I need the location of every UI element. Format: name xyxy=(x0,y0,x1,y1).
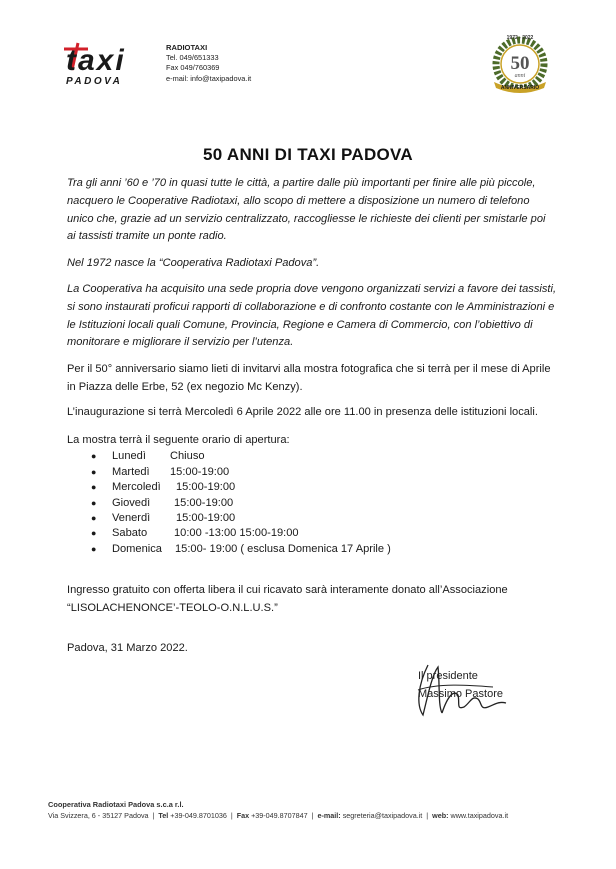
schedule-hours: 15:00- 19:00 ( esclusa Domenica 17 Aprile ) xyxy=(175,542,391,555)
schedule-day: Martedì xyxy=(112,465,150,478)
anniversary-badge xyxy=(484,28,556,100)
footer-email-label: e-mail: xyxy=(317,810,341,820)
paragraph-donation: Ingresso gratuito con offerta libera il cui ricavato sarà interamente donato all’Associazione “LISOLACHENONCE’-TEOLO-O.N.L.U.S.” xyxy=(67,584,508,614)
contact-tel: Tel. 049/651333 xyxy=(166,53,219,63)
footer-web-label: web: xyxy=(432,810,449,820)
schedule-hours: 15:00-19:00 xyxy=(174,496,234,509)
paragraph-history: Tra gli anni ’60 e ’70 in quasi tutte le città, a partire dalle più importanti per finire alle più piccole, nacquero le Cooperative Radiotaxi, allo scopo di mettere a disposizione un numero di telefono unico che, grazie ad un servizio centralizzato, raccogliesse le richieste dei clienti per smistarle poi ai tassisti tramite un ponte radio. xyxy=(67,177,546,243)
badge-number: 50 xyxy=(510,53,530,74)
schedule-day: Sabato xyxy=(112,527,148,540)
badge-label: ANNIVERSARIO xyxy=(500,85,540,91)
footer-tel-label: Tel xyxy=(158,810,169,820)
schedule-row xyxy=(67,511,290,526)
footer-fax: +39-049.8707847 xyxy=(251,810,308,820)
header-contact xyxy=(166,43,251,84)
schedule-day: Lunedì xyxy=(112,450,146,463)
footer-email[interactable]: segreteria@taxipadova.it xyxy=(342,810,423,820)
footer-web[interactable]: www.taxipadova.it xyxy=(450,810,509,820)
schedule-row xyxy=(67,480,290,495)
schedule-day: Domenica xyxy=(112,542,162,555)
schedule-row xyxy=(67,496,290,511)
paragraph-founding: Nel 1972 nasce la “Cooperativa Radiotaxi Padova”. xyxy=(67,257,320,269)
schedule-row xyxy=(67,526,299,541)
schedule-row xyxy=(67,465,290,480)
bullet-icon: ● xyxy=(91,528,97,539)
schedule-row xyxy=(67,542,391,557)
contact-email: e-mail: info@taxipadova.it xyxy=(166,73,252,83)
schedule-hours: Chiuso xyxy=(170,450,205,463)
footer-fax-label: Fax xyxy=(236,810,250,820)
schedule-hours: 15:00-19:00 xyxy=(176,511,236,524)
logo-city: PADOVA xyxy=(66,76,123,87)
paragraph-inauguration: L’inaugurazione si terrà Mercoledì 6 Aprile 2022 alle ore 11.00 in presenza delle istituzioni locali. xyxy=(67,406,538,418)
bullet-icon: ● xyxy=(91,451,97,462)
schedule-row xyxy=(67,449,290,464)
paragraph-cooperative: La Cooperativa ha acquisito una sede propria dove vengono organizzati servizi a favore dei tassisti, si sono instaurati proficui rapporti di collaborazione e di confronto costante con le Amministrazioni e le Istituzioni locali quali Comune, Provincia, Regione e Camera di Commercio, con l’obiettivo di monitorare e migliorare il servizio per l’utenza. xyxy=(67,283,557,349)
document-date: Padova, 31 Marzo 2022. xyxy=(67,642,188,654)
page-footer xyxy=(48,800,508,822)
contact-name: RADIOTAXI xyxy=(166,43,208,52)
schedule-day: Mercoledì xyxy=(112,481,161,494)
footer-tel: +39-049.8701036 xyxy=(170,810,227,820)
bullet-icon: ● xyxy=(91,466,97,477)
badge-years: 1972 - 2022 xyxy=(506,35,534,41)
paragraph-invitation: Per il 50° anniversario siamo lieti di invitarvi alla mostra fotografica che si terrà per il mese di Aprile in Piazza delle Erbe, 52 (ex negozio Mc Kenzy). xyxy=(67,363,551,393)
signature-name: Massimo Pastore xyxy=(418,688,503,700)
schedule-day: Venerdì xyxy=(112,511,151,524)
footer-company: Cooperativa Radiotaxi Padova s.c.a r.l. xyxy=(48,800,184,809)
handwritten-signature xyxy=(398,655,528,725)
page-title: 50 ANNI DI TAXI PADOVA xyxy=(203,145,413,164)
bullet-icon: ● xyxy=(91,482,97,493)
opening-hours xyxy=(67,433,391,557)
opening-hours-heading: La mostra terrà il seguente orario di apertura: xyxy=(67,434,290,446)
bullet-icon: ● xyxy=(91,512,97,523)
footer-address: Via Svizzera, 6 - 35127 Padova xyxy=(48,810,149,820)
bullet-icon: ● xyxy=(91,497,97,508)
logo-wordmark: taxi xyxy=(66,44,126,77)
schedule-hours: 15:00-19:00 xyxy=(170,465,230,478)
taxi-padova-logo xyxy=(58,40,166,88)
schedule-hours: 10:00 -13:00 15:00-19:00 xyxy=(174,527,299,540)
schedule-hours: 15:00-19:00 xyxy=(176,481,236,494)
signature-role: Il presidente xyxy=(418,670,478,682)
badge-anni: anni xyxy=(514,73,526,79)
bullet-icon: ● xyxy=(91,543,97,554)
schedule-day: Giovedì xyxy=(112,496,151,509)
footer-details: Via Svizzera, 6 - 35127 Padova | Tel +39-049.8701036 | Fax +39-049.8707847 | e-mail: segreteria@taxipadova.it | web: www.taxipadova.it xyxy=(48,810,509,820)
contact-fax: Fax 049/760369 xyxy=(166,63,220,73)
